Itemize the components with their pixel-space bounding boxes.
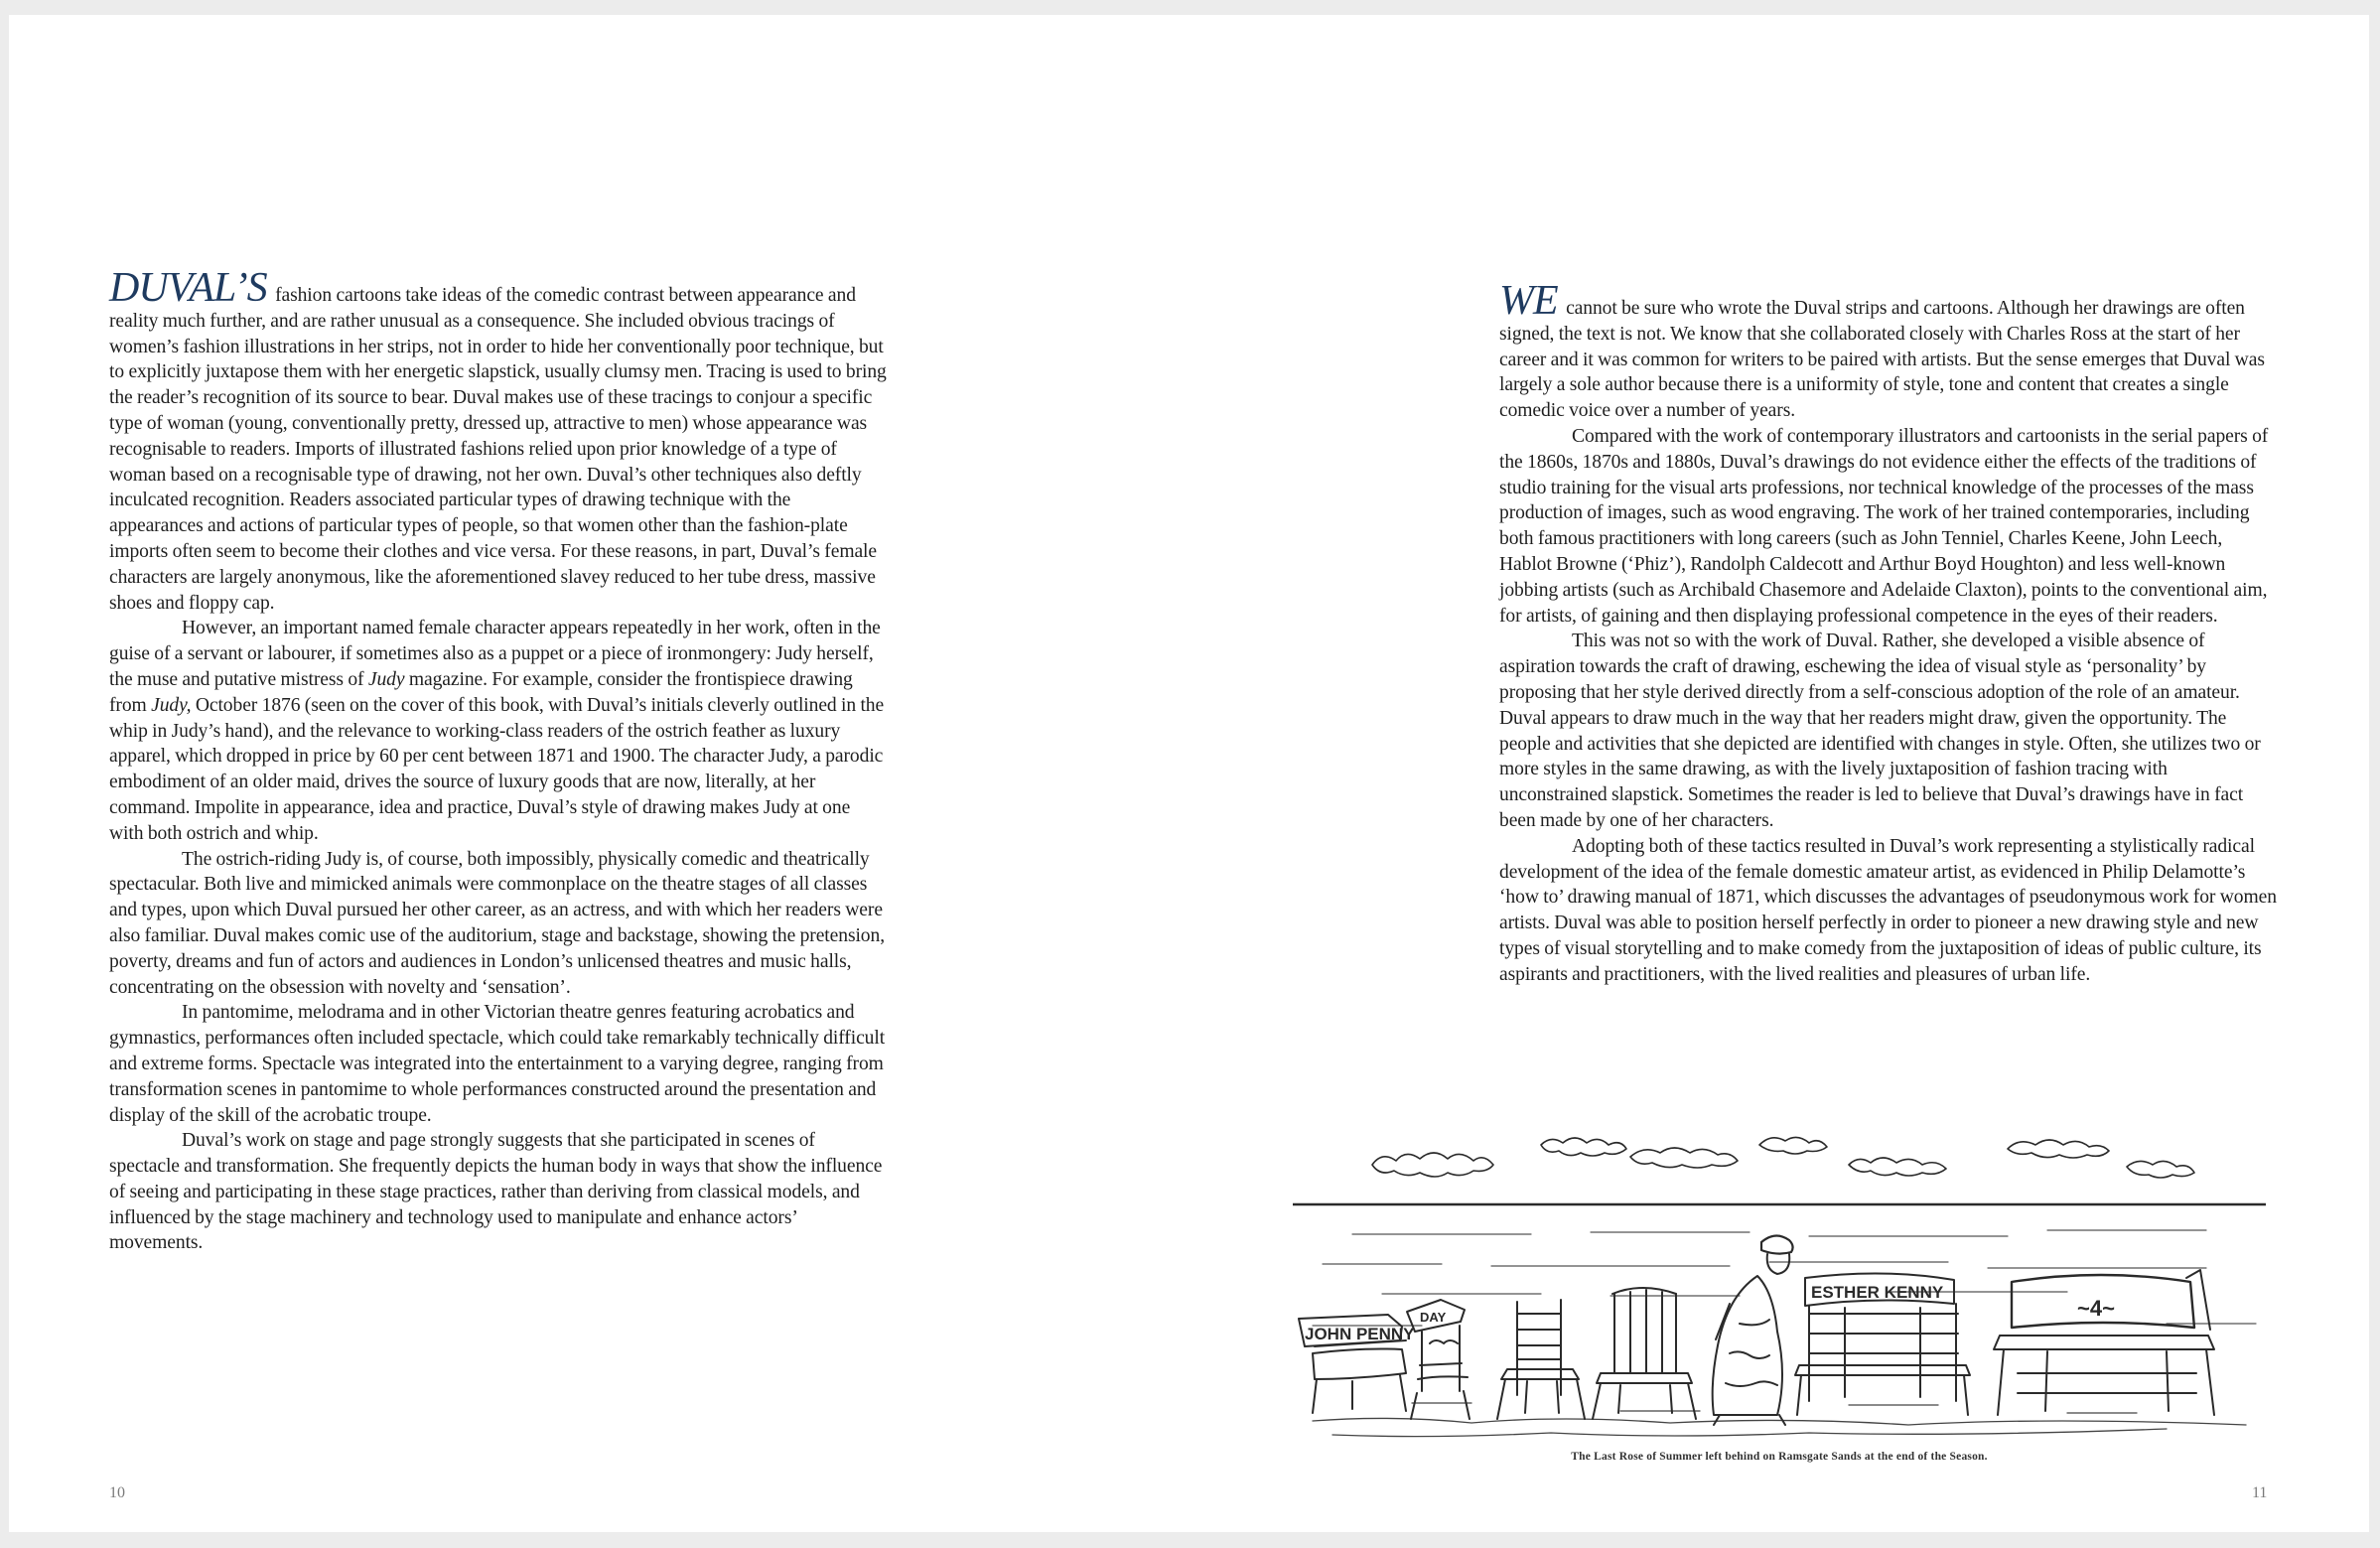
chair-sign-day: DAY	[1420, 1310, 1447, 1325]
left-page	[9, 15, 1189, 1532]
magazine-title: Judy,	[151, 694, 192, 716]
bench-sign-left: JOHN PENNY	[1305, 1325, 1415, 1343]
book-spread	[9, 15, 2369, 1532]
cartoon-illustration	[1293, 1105, 2266, 1473]
bench-john-penny	[1299, 1315, 1415, 1413]
paragraph: The ostrich-riding Judy is, of course, both impossibly, physically comedic and theatrically spectacular. Both live and mimicked animals were commonplace on the theatre stages of all classes and types, upon which Duval pursued her other career, as an actress, and with which her readers were also familiar. Duval makes comic use of the auditorium, stage and backstage, showing the pretension, poverty, dreams and fun of actors and audiences in London’s unlicensed theatres and music halls, concentrating on the obsession with novelty and ‘sensation’.	[109, 848, 885, 998]
magazine-title: Judy	[367, 668, 405, 690]
page-number: 10	[109, 1484, 125, 1501]
right-page	[1189, 15, 2369, 1532]
bench-esther-kenny	[1795, 1273, 1970, 1415]
paragraph: WE cannot be sure who wrote the Duval strips and cartoons. Although her drawings are often signed, the text is not. We know that she collaborated closely with Charles Ross at the start of her career and it was common for writers to be paired with artists. But the sense emerges that Duval was largely a sole author because there is a uniformity of style, tone and content that creates a single comedic voice over a number of years.	[1499, 278, 2265, 422]
bench-sign-center: ESTHER KENNY	[1811, 1283, 1944, 1302]
beach-chairs-drawing	[1293, 1105, 2266, 1448]
clouds	[1372, 1137, 2194, 1178]
page-number: 11	[2252, 1484, 2268, 1501]
paragraph: This was not so with the work of Duval. Rather, she developed a visible absence of aspiration towards the craft of drawing, eschewing the idea of visual style as ‘personality’ by proposing that her style derived directly from a self-conscious adoption of the role of an amateur. Duval appears to draw much in the way that her readers might draw, given the opportunity. The people and activities that she depicted are identified with changes in style. Often, she utilizes two or more styles in the same drawing, as with the lively juxtaposition of fashion tracing with unconstrained slapstick. Sometimes the reader is led to believe that Duval’s drawings have in fact been made by one of her characters.	[1499, 631, 2261, 831]
bench-sign-right: ~4~	[2077, 1296, 2115, 1321]
right-text-column	[1499, 278, 2278, 988]
paragraph: Compared with the work of contemporary illustrators and cartoonists in the serial papers of the 1860s, 1870s and 1880s, Duval’s drawings do not evidence either the effects of the traditions of studio training for the visual arts professions, nor technical knowledge of the processes of the mass production of images, such as wood engraving. The work of her trained contemporaries, including both famous practitioners with long careers (such as John Tenniel, Charles Keene, John Leech, Hablot Browne (‘Phiz’), Randolph Caldecott and Arthur Boyd Houghton) and less well-known jobbing artists (such as Archibald Chasemore and Adelaide Claxton), points to the conventional aim, for artists, of gaining and then displaying professional competence in the eyes of their readers.	[1499, 425, 2269, 627]
paragraph: Duval’s work on stage and page strongly suggests that she participated in scenes of spectacle and transformation. She frequently depicts the human body in ways that show the influence of seeing and participating in these stage practices, rather than deriving from classical models, and influenced by the stage machinery and technology used to manipulate and enhance actors’ movements.	[109, 1130, 883, 1254]
drop-cap: DUVAL’S	[109, 265, 267, 311]
paragraph: However, an important named female character appears repeatedly in her work, often in the guise of a servant or labourer, if sometimes also as a puppet or a piece of ironmongery: Judy herself, the muse and putative mistress of Judy magazine. For example, consider the frontispiece drawing from Judy, October 1876 (seen on the cover of this book, with Duval’s initials cleverly outlined in the whip in Judy’s hand), and the relevance to working-class readers of the ostrich feather as luxury apparel, which dropped in price by 60 per cent between 1871 and 1900. The character Judy, a parodic embodiment of an older maid, drives the source of luxury goods that are now, literally, at her command. Impolite in appearance, idea and practice, Duval’s style of drawing makes Judy at one with both ostrich and whip.	[109, 618, 885, 844]
paragraph: Adopting both of these tactics resulted in Duval’s work representing a stylistically radical development of the idea of the female domestic amateur artist, as evidenced in Philip Delamotte’s ‘how to’ drawing manual of 1871, which discusses the advantages of pseudonymous work for women artists. Duval was able to position herself perfectly in order to pioneer a new drawing style and new types of visual storytelling and to make comedy from the juxtaposition of ideas of public culture, its aspirants and practitioners, with the lived realities and pleasures of urban life.	[1499, 835, 2277, 985]
drop-cap: WE	[1499, 278, 1558, 324]
figure-caption: The Last Rose of Summer left behind on Ramsgate Sands at the end of the Season.	[1571, 1451, 1988, 1463]
paragraph: DUVAL’S fashion cartoons take ideas of the comedic contrast between appearance and reality much further, and are rather unusual as a consequence. She included obvious tracings of women’s fashion illustrations in her strips, not in order to hide her conventionally poor technique, but to explicitly juxtapose them with her energetic slapstick, usually clumsy men. Tracing is used to bring the reader’s recognition of its source to bear. Duval makes use of these tracings to conjour a specific type of woman (young, conventionally pretty, dressed up, attractive to men) whose appearance was recognisable to readers. Imports of illustrated fashions relied upon prior knowledge of a type of woman based on a recognisable type of drawing, not her own. Duval’s other techniques also deftly inculcated recognition. Readers associated particular types of drawing technique with the appearances and actions of particular types of people, so that women other than the fashion-plate imports often seem to become their clothes and vice versa. For these reasons, in part, Duval’s female characters are largely anonymous, like the aforementioned slavey reduced to her tube dress, massive shoes and floppy cap.	[109, 265, 887, 614]
spindle-chair	[1593, 1288, 1696, 1419]
left-text-column	[109, 265, 888, 1256]
ladder-chair	[1497, 1300, 1585, 1419]
paragraph: In pantomime, melodrama and in other Victorian theatre genres featuring acrobatics and gymnastics, performances often included spectacle, which could take remarkably technically difficult and extreme forms. Spectacle was integrated into the entertainment to a varying degree, ranging from transformation scenes in pantomime to whole performances constructed around the presentation and display of the skill of the acrobatic troupe.	[109, 1002, 886, 1126]
chair-day	[1407, 1300, 1470, 1419]
seated-woman	[1713, 1235, 1793, 1425]
